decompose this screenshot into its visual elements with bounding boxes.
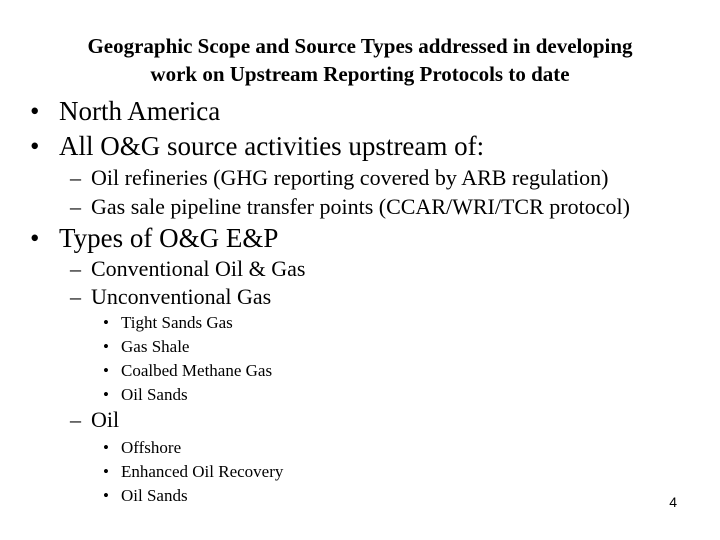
sub-sub-bullet-marker: • — [103, 337, 109, 356]
sub-bullet-marker: – — [70, 165, 81, 190]
sub-bullet-marker: – — [70, 194, 81, 219]
slide-title-line-2: work on Upstream Reporting Protocols to date — [150, 62, 570, 86]
bullet-marker: • — [30, 96, 40, 126]
sub-bullet-oil-refineries: Oil refineries (GHG reporting covered by ARB regulation) — [91, 165, 609, 190]
item-tight-sands-gas: Tight Sands Gas — [121, 313, 233, 332]
sub-bullet-marker: – — [70, 284, 81, 309]
bullet-north-america: North America — [59, 96, 221, 126]
page-number: 4 — [669, 494, 677, 510]
sub-bullet-unconventional-gas: Unconventional Gas — [91, 284, 272, 309]
item-coalbed-methane-gas: Coalbed Methane Gas — [121, 361, 273, 380]
slide-title-line-1: Geographic Scope and Source Types addressed in developing — [87, 34, 633, 58]
item-oil-sands: Oil Sands — [121, 385, 188, 404]
sub-sub-bullet-marker: • — [103, 385, 109, 404]
sub-bullet-marker: – — [70, 407, 81, 432]
sub-sub-bullet-marker: • — [103, 313, 109, 332]
item-enhanced-oil-recovery: Enhanced Oil Recovery — [121, 462, 284, 481]
bullet-types-og-ep: Types of O&G E&P — [59, 223, 279, 253]
sub-bullet-conventional: Conventional Oil & Gas — [91, 256, 306, 281]
sub-bullet-oil: Oil — [91, 407, 120, 432]
item-offshore: Offshore — [121, 438, 182, 457]
sub-sub-bullet-marker: • — [103, 486, 109, 505]
bullet-marker: • — [30, 131, 40, 161]
sub-bullet-marker: – — [70, 256, 81, 281]
item-gas-shale: Gas Shale — [121, 337, 190, 356]
sub-sub-bullet-marker: • — [103, 438, 109, 457]
sub-bullet-gas-pipeline: Gas sale pipeline transfer points (CCAR/WRI/TCR protocol) — [91, 194, 630, 219]
bullet-all-og-sources: All O&G source activities upstream of: — [59, 131, 485, 161]
bullet-marker: • — [30, 223, 40, 253]
sub-sub-bullet-marker: • — [103, 361, 109, 380]
item-oil-sands-2: Oil Sands — [121, 486, 188, 505]
sub-sub-bullet-marker: • — [103, 462, 109, 481]
